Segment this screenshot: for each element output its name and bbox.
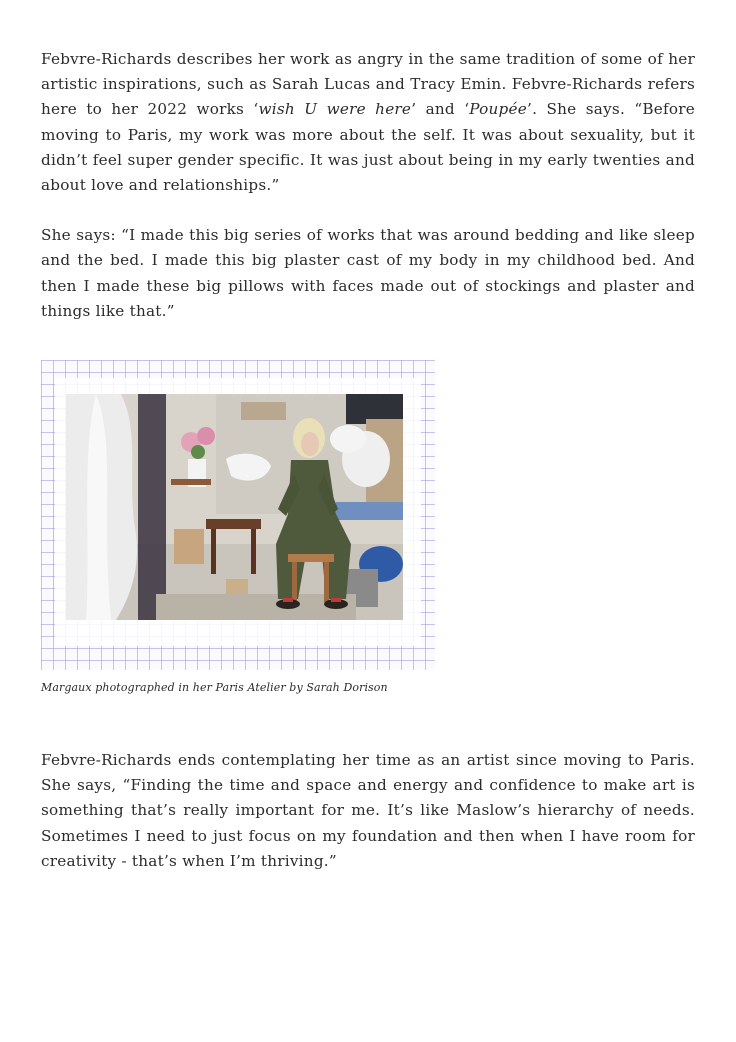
paragraph-inspirations <box>41 47 695 198</box>
paragraph-text: ’ and ‘ <box>411 100 470 119</box>
work-title-poupee: Poupée <box>469 100 528 119</box>
article-body <box>41 47 695 874</box>
paragraph-text: Febvre-Richards describes her work as angry in the same tradition of some of her artistic inspirations, such as Sarah Lucas and Tracy Emin. Febvre-Richards refers here to her 2022 works ‘ <box>41 50 695 119</box>
work-title-wish-u-were-here: wish U were here <box>258 100 412 119</box>
paragraph-text: ’. She says. “Before moving to Paris, my work was more about the self. It was about sexuality, but it didn’t feel super gender specific. It was just about being in my early twenties and about love and relationships.” <box>41 100 696 195</box>
grid-frame <box>41 360 435 670</box>
paragraph-bedding-series: She says: “I made this big series of works that was around bedding and like sleep and the bed. I made this big plaster cast of my body in my childhood bed. And then I made these big pillows with faces made out of stockings and plaster and things like that.” <box>41 226 695 320</box>
atelier-photo <box>66 394 403 620</box>
figure <box>41 360 435 696</box>
paragraph-maslow: Febvre-Richards ends contemplating her time as an artist since moving to Paris. She says, “Finding the time and space and energy and confidence to make art is something that’s really important for me. It’s like Maslow’s hierarchy of needs. Sometimes I need to just focus on my foundation and then when I have room for creativity - that’s when I’m thriving.” <box>41 751 695 870</box>
photo-caption: Margaux photographed in her Paris Atelier by Sarah Dorison <box>41 681 388 695</box>
